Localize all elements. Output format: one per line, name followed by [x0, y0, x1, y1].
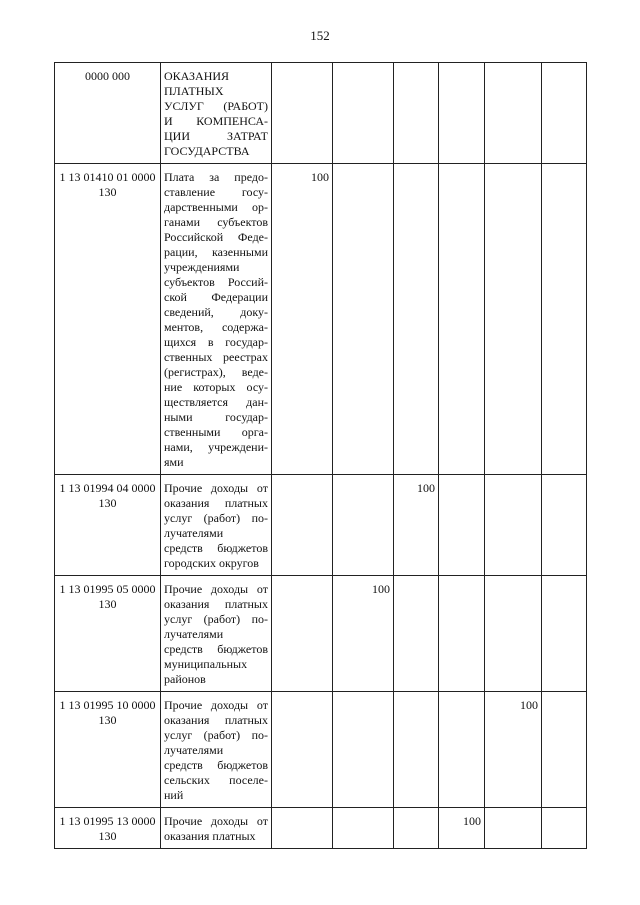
description-line: щихся в государ- — [164, 335, 268, 349]
table-row — [55, 692, 587, 808]
description-line: ЦИИ ЗАТРАТ — [164, 129, 268, 143]
description-line: услуг (работ) по- — [164, 511, 268, 525]
description-line: Прочие доходы от — [164, 582, 268, 596]
description-line: муниципальных — [164, 657, 248, 671]
description-line: ние которых осу- — [164, 380, 268, 394]
classification-code-cell: 1 13 01995 05 0000 130 — [55, 576, 161, 692]
classification-code-cell: 1 13 01995 10 0000 130 — [55, 692, 161, 808]
normative-value-cell — [394, 808, 439, 849]
description-line: ментов, содержа- — [164, 320, 268, 334]
description-line: (регистрах), веде- — [164, 365, 268, 379]
description-line: ГОСУДАРСТВА — [164, 144, 250, 158]
table-row — [55, 808, 587, 849]
description-line: ставление госу- — [164, 185, 268, 199]
description-line: лучателями — [164, 627, 224, 641]
normative-value-cell — [272, 576, 333, 692]
description-line: оказания платных — [164, 829, 256, 843]
normative-value-cell — [333, 63, 394, 164]
description-line: средств бюджетов — [164, 642, 268, 656]
description-line: ПЛАТНЫХ — [164, 84, 224, 98]
table-row — [55, 63, 587, 164]
normative-value-cell — [485, 475, 542, 576]
description-cell — [161, 164, 272, 475]
normative-value-cell — [439, 475, 485, 576]
normative-value-cell — [272, 63, 333, 164]
description-line: ганами субъектов — [164, 215, 268, 229]
description-line: лучателями — [164, 526, 224, 540]
description-line: ний — [164, 788, 184, 802]
description-line: нами, учреждени- — [164, 440, 268, 454]
description-line: оказания платных — [164, 713, 268, 727]
normative-value-cell — [333, 808, 394, 849]
budget-classification-table — [54, 62, 587, 849]
description-line: учреждениями — [164, 260, 240, 274]
normative-value-cell — [542, 475, 587, 576]
description-line: Прочие доходы от — [164, 814, 268, 828]
description-line: ственными орга- — [164, 425, 268, 439]
description-line: сельских поселе- — [164, 773, 268, 787]
normative-value-cell — [272, 475, 333, 576]
description-line: услуг (работ) по- — [164, 612, 268, 626]
normative-value-cell — [272, 808, 333, 849]
description-line: рации, казенными — [164, 245, 268, 259]
classification-code-cell: 0000 000 — [55, 63, 161, 164]
description-line: Прочие доходы от — [164, 481, 268, 495]
normative-value-cell — [272, 692, 333, 808]
normative-value-cell — [439, 576, 485, 692]
description-cell — [161, 692, 272, 808]
table-row — [55, 164, 587, 475]
normative-value-cell: 100 — [485, 692, 542, 808]
normative-value-cell — [439, 692, 485, 808]
normative-value-cell — [542, 808, 587, 849]
description-line: УСЛУГ (РАБОТ) — [164, 99, 268, 113]
normative-value-cell — [394, 164, 439, 475]
normative-value-cell — [333, 475, 394, 576]
normative-value-cell — [485, 63, 542, 164]
classification-code-cell: 1 13 01994 04 0000 130 — [55, 475, 161, 576]
normative-value-cell — [394, 576, 439, 692]
description-line: услуг (работ) по- — [164, 728, 268, 742]
description-line: районов — [164, 672, 206, 686]
table-row — [55, 576, 587, 692]
normative-value-cell — [333, 164, 394, 475]
normative-value-cell — [542, 164, 587, 475]
description-line: Российской Феде- — [164, 230, 268, 244]
description-line: субъектов Россий- — [164, 275, 268, 289]
description-cell — [161, 63, 272, 164]
description-line: городских округов — [164, 556, 259, 570]
description-line: ской Федерации — [164, 290, 268, 304]
description-line: ОКАЗАНИЯ — [164, 69, 230, 83]
description-line: ственных реестрах — [164, 350, 268, 364]
normative-value-cell — [485, 576, 542, 692]
description-cell — [161, 475, 272, 576]
classification-code-cell: 1 13 01995 13 0000 130 — [55, 808, 161, 849]
normative-value-cell — [394, 692, 439, 808]
normative-value-cell: 100 — [333, 576, 394, 692]
normative-value-cell — [542, 63, 587, 164]
normative-value-cell — [333, 692, 394, 808]
description-line: И КОМПЕНСА- — [164, 114, 268, 128]
description-cell — [161, 808, 272, 849]
page-number: 152 — [310, 28, 330, 43]
description-line: средств бюджетов — [164, 758, 268, 772]
description-line: оказания платных — [164, 597, 268, 611]
normative-value-cell: 100 — [272, 164, 333, 475]
normative-value-cell — [542, 692, 587, 808]
description-cell — [161, 576, 272, 692]
normative-value-cell — [485, 164, 542, 475]
description-line: ными государ- — [164, 410, 268, 424]
description-line: ями — [164, 455, 184, 469]
classification-code-cell: 1 13 01410 01 0000 130 — [55, 164, 161, 475]
description-line: лучателями — [164, 743, 224, 757]
normative-value-cell: 100 — [394, 475, 439, 576]
table-row — [55, 475, 587, 576]
description-line: средств бюджетов — [164, 541, 268, 555]
normative-value-cell — [439, 63, 485, 164]
normative-value-cell — [542, 576, 587, 692]
description-line: Прочие доходы от — [164, 698, 268, 712]
normative-value-cell — [485, 808, 542, 849]
normative-value-cell — [394, 63, 439, 164]
description-line: ществляется дан- — [164, 395, 268, 409]
normative-value-cell — [439, 164, 485, 475]
description-line: сведений, доку- — [164, 305, 268, 319]
normative-value-cell: 100 — [439, 808, 485, 849]
description-line: оказания платных — [164, 496, 268, 510]
description-line: дарственными ор- — [164, 200, 268, 214]
description-line: Плата за предо- — [164, 170, 268, 184]
